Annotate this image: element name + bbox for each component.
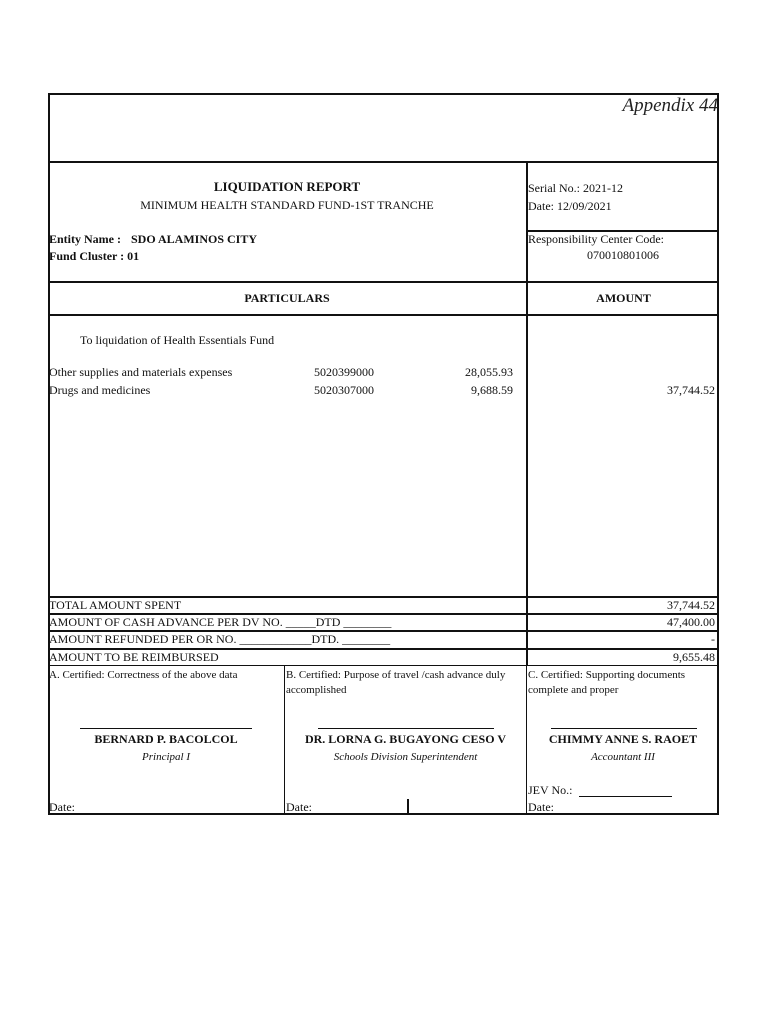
cert-a-text: A. Certified: Correctness of the above data <box>49 669 238 681</box>
jev-line <box>579 796 672 797</box>
entity-name-label: Entity Name : <box>49 232 121 246</box>
jev-label: JEV No.: <box>528 783 573 797</box>
signatory-c-title: Accountant III <box>591 751 655 763</box>
rcc-value: 070010801006 <box>587 248 659 262</box>
date-line-a <box>79 813 218 814</box>
signatory-a-name: BERNARD P. BACOLCOL <box>94 732 238 746</box>
summary-label-refunded: AMOUNT REFUNDED PER OR NO. ____________DTD. ________ <box>49 632 391 646</box>
date-label-a: Date: <box>49 800 75 814</box>
signatory-b-title: Schools Division Superintendent <box>333 751 478 763</box>
divider-entity <box>48 281 719 283</box>
report-title: LIQUIDATION REPORT <box>213 179 361 194</box>
item-account-code: 5020307000 <box>314 383 374 397</box>
date-line-c <box>560 813 676 814</box>
item-description: Other supplies and materials expenses <box>49 365 233 379</box>
summary-value-refunded: - <box>711 632 715 646</box>
date-label-b: Date: <box>286 800 312 814</box>
item-account-code: 5020399000 <box>314 365 374 379</box>
particulars-intro: To liquidation of Health Essentials Fund <box>80 333 275 347</box>
cert-b-text: B. Certified: Purpose of travel /cash advance duly accomplished <box>286 669 506 696</box>
signature-line-b <box>318 728 494 729</box>
entity-name-value: SDO ALAMINOS CITY <box>131 232 258 246</box>
report-date: Date: 12/09/2021 <box>528 199 612 213</box>
summary-label-total-spent: TOTAL AMOUNT SPENT <box>49 598 182 612</box>
date-line-b <box>316 813 449 814</box>
report-subtitle: MINIMUM HEALTH STANDARD FUND-1ST TRANCHE <box>140 198 434 212</box>
particulars-subtotal: 37,744.52 <box>667 383 715 397</box>
signature-line-c <box>551 728 697 729</box>
date-label-c: Date: <box>528 800 554 814</box>
appendix-label: Appendix 44 <box>622 95 718 116</box>
fund-cluster: Fund Cluster : 01 <box>49 249 140 263</box>
signatory-a-title: Principal I <box>142 751 190 763</box>
signatory-c-name: CHIMMY ANNE S. RAOET <box>548 732 698 746</box>
serial-number: Serial No.: 2021-12 <box>528 181 623 195</box>
item-amount: 28,055.93 <box>465 365 513 379</box>
column-header-amount: AMOUNT <box>596 291 651 305</box>
date-line-b-mark <box>407 799 409 814</box>
cert-c-text: C. Certified: Supporting documents complete and proper <box>528 669 686 696</box>
signature-line-a <box>80 728 252 729</box>
signatory-b-name: DR. LORNA G. BUGAYONG CESO V <box>304 732 507 746</box>
column-header-particulars: PARTICULARS <box>244 291 330 305</box>
item-amount: 9,688.59 <box>471 383 513 397</box>
divider-columns <box>48 314 719 316</box>
rcc-label: Responsibility Center Code: <box>528 232 664 246</box>
summary-value-cash-advance: 47,400.00 <box>667 615 715 629</box>
item-description: Drugs and medicines <box>49 383 151 397</box>
summary-label-reimbursed: AMOUNT TO BE REIMBURSED <box>49 650 219 664</box>
summary-value-total-spent: 37,744.52 <box>667 598 715 612</box>
divider-header <box>48 161 719 163</box>
summary-value-reimbursed: 9,655.48 <box>673 650 715 664</box>
summary-label-cash-advance: AMOUNT OF CASH ADVANCE PER DV NO. _____DTD ________ <box>49 615 392 629</box>
divider-summary-4 <box>48 665 719 666</box>
